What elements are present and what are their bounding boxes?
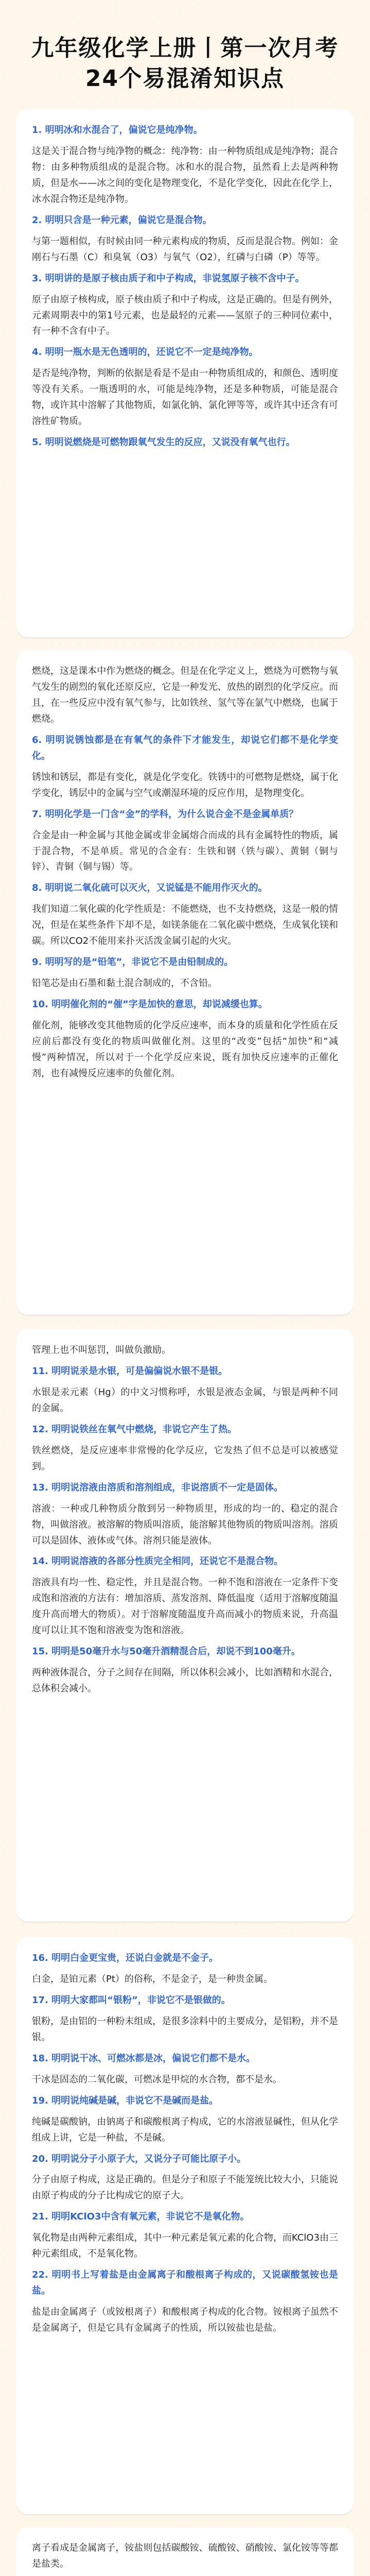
- answer-11: 水银是汞元素（Hg）的中文习惯称呼，水银是液态金属，与银是两种不同的金属。: [32, 1386, 338, 1414]
- question-4: 4. 明明一瓶水是无色透明的，还说它不一定是纯净物。: [32, 347, 258, 358]
- question-20: 20. 明明说分子小原子大，又说分子可能比原子小。: [32, 2153, 246, 2164]
- question-14: 14. 明明说溶液的各部分性质完全相同，还说它不是混合物。: [32, 1556, 284, 1567]
- question-10: 10. 明明催化剂的“催”字是加快的意思，却说减缓也算。: [32, 999, 268, 1010]
- page-title: 九年级化学上册丨第一次月考: [31, 35, 339, 61]
- answer-12: 铁丝燃烧，是反应速率非常慢的化学反应，它发热了但不总是可以被感觉到。: [32, 1445, 338, 1472]
- question-21: 21. 明明KClO3中含有氧元素，非说它不是氧化物。: [32, 2211, 250, 2223]
- card-1: [16, 109, 354, 637]
- card-3: [16, 1329, 354, 1922]
- answer-15: 两种液体混合，分子之间存在间隔，所以体积会减小，比如酒精和水混合，总体积会减小。: [32, 1667, 338, 1694]
- answer-7: 合金是由一种金属与其他金属或非金属熔合而成的具有金属特性的物质，属于混合物，不是单质。常见的合金有：生铁和钢（铁与碳）、黄铜（铜与锌）、青铜（铜与锡）等。: [32, 829, 338, 873]
- answer-16: 白金，是铂元素（Pt）的俗称，不是金子，是一种贵金属。: [32, 1973, 273, 1985]
- answer-21: 氧化物是由两种元素组成，其中一种元素是氧元素的化合物，而KClO3由三种元素组成，不是氧化物。: [32, 2232, 338, 2260]
- answer-10: 催化剂，能够改变其他物质的化学反应速率，而本身的质量和化学性质在反应前后都没有变化的物质叫做催化剂。这里的“改变”包括“加快”和“减慢”两种情况，所以对于一个化学反应来说，既有加快反应速率的正催化剂，也有减慢反应速率的负催化剂。: [32, 1020, 338, 1079]
- question-22: 22. 明明书上写着盐是由金属离子和酸根离子构成的，又说碳酸氢铵也是盐。: [32, 2269, 338, 2297]
- question-15: 15. 明明是50毫升水与50毫升酒精混合后，却说不到100毫升。: [32, 1646, 301, 1657]
- page-subtitle: 24个易混淆知识点: [85, 65, 285, 92]
- question-17: 17. 明明大家都叫“银粉”，非说它不是银做的。: [32, 1994, 231, 2006]
- question-16: 16. 明明白金更宝贵，还说白金就是不金子。: [32, 1953, 219, 1963]
- answer-19: 纯碱是碳酸钠，由钠离子和碳酸根离子构成，它的水溶液显碱性，但从化学组成上讲，它是一种盐，不是碱。: [32, 2116, 338, 2143]
- question-6: 6. 明明说锈蚀都是在有氧气的条件下才能发生，却说它们都不是化学变化。: [32, 734, 338, 761]
- answer-1: 这是关于混合物与纯净物的概念：纯净物：由一种物质组成是纯净物；混合物：由多种物质组成的是混合物。冰和水的混合物，虽然看上去是两种物质，但是水——冰之间的变化是物理变化，不是化学变化，因此在化学上，冰水混合物还是纯净物。: [32, 145, 338, 205]
- answer-2: 与第一题相似，有时候由同一种元素构成的物质，反而是混合物。例如：金刚石与石墨（C）和臭氧（O3）与氧气（O2），红磷与白磷（P）等等。: [32, 235, 338, 263]
- answer-10-cont: 管理上也不叫惩罚，叫做负激励。: [32, 1345, 171, 1355]
- answer-20: 分子由原子构成，这是正确的。但是分子和原子不能笼统比较大小，只能说由原子构成的分子比构成它的原子大。: [32, 2174, 338, 2201]
- answer-22-cont: 离子看成是金属离子，铵盐则包括碳酸铵、硫酸铵、硝酸铵、氯化铵等等都是盐类。: [32, 2543, 338, 2569]
- question-9: 9. 明明写的是“铅笔”，非说它不是由铅制成的。: [32, 957, 234, 968]
- question-19: 19. 明明说纯碱是碱，非说它不是碱而是盐。: [32, 2095, 219, 2106]
- question-1: 1. 明明冰和水混合了，偏说它是纯净物。: [32, 125, 203, 135]
- answer-18: 干冰是固态的二氧化碳，可燃冰是甲烷的水合物，都不是水。: [32, 2074, 282, 2085]
- card-5: [16, 2527, 354, 2576]
- answer-22: 盐是由金属离子（或铵根离子）和酸根离子构成的化合物。铵根离子虽然不是金属离子，但是它具有金属离子的性质，所以铵盐也是盐。: [32, 2307, 338, 2334]
- answer-4: 是否是纯净物，判断的依据是看是不是由一种物质组成的，和颜色、透明度等没有关系。一瓶透明的水，可能是纯净物，还是多种物质，可能是混合物，或许其中溶解了其他物质，如氯化钠、氯化钾等等，或许其中还含有可溶性矿物质。: [32, 368, 338, 427]
- question-8: 8. 明明说二氧化硫可以灭火，又说锰是不能用作灭火的。: [32, 883, 268, 894]
- question-2: 2. 明明只含是一种元素，偏说它是混合物。: [32, 214, 212, 226]
- question-12: 12. 明明说铁丝在氧气中燃烧，非说它产生了热。: [32, 1423, 237, 1435]
- answer-3: 原子由原子核构成，原子核由质子和中子构成，这是正确的。但是有例外，元素周期表中的第1号元素，也是最轻的元素——氢原子的三种同位素中，有一种不含有中子。: [32, 294, 338, 337]
- answer-5: 燃烧，这是课本中作为燃烧的概念。但是在化学定义上，燃烧为可燃物与氧气发生的剧烈的氧化还原反应，它是一种发光、放热的剧烈的化学反应。而且，在一些反应中没有氧气参与，比如铁丝、氢气等在氯气中燃烧，也属于燃烧。: [32, 666, 338, 724]
- answer-9: 铅笔芯是由石墨和黏土混合制成的，不含铅。: [32, 978, 217, 989]
- question-11: 11. 明明说汞是水银，可是偏偏说水银不是银。: [32, 1365, 228, 1377]
- answer-6: 锈蚀和锈层，都是有变化，就是化学变化。铁锈中的可燃物是燃烧，属于化学变化，锈层中的金属与空气或潮湿环境的反应作用，是物理变化。: [32, 771, 338, 799]
- question-7: 7. 明明化学是一门含“金”的学科，为什么说合金不是金属单质？: [32, 808, 298, 820]
- question-5: 5. 明明说燃烧是可燃物跟氧气发生的反应，又说没有氧气也行。: [32, 437, 295, 448]
- question-13: 13. 明明说溶液由溶质和溶剂组成，非说溶质不一定是固体。: [32, 1482, 284, 1493]
- question-3: 3. 明明讲的是原子核由质子和中子构成，非说氢原子核不含中子。: [32, 273, 305, 284]
- answer-13: 溶液：一种或几种物质分散到另一种物质里，形成的均一的、稳定的混合物，叫做溶液。被溶解的物质叫溶质，能溶解其他物质的物质叫溶剂。溶质可以是固体、液体或气体。溶剂只能是液体。: [32, 1503, 338, 1546]
- card-4: [16, 1937, 354, 2514]
- answer-8: 我们知道二氧化碳的化学性质是：不能燃烧，也不支持燃烧，这是一般的情况，但是在某些条件下却不是，如镁条能在二氧化碳中燃烧，生成氧化镁和碳。所以CO2不能用来扑灭活泼金属引起的火灾。: [32, 904, 338, 947]
- answer-14: 溶液具有均一性、稳定性，并且是混合物。一种不饱和溶液在一定条件下变成饱和溶液的方法有：增加溶质、蒸发溶剂、降低温度（适用于溶解度随温度升高而增大的物质）。对于溶解度随温度升高而减小的物质来说，升高温度可以让其不饱和溶液变为饱和溶液。: [32, 1577, 338, 1636]
- card-2: [16, 650, 354, 1315]
- answer-17: 银粉，是由铝的一种粉末组成，是很多涂料中的主要成分，是铝粉，并不是银。: [32, 2015, 338, 2043]
- page-header: [0, 0, 370, 105]
- question-18: 18. 明明说干冰、可燃冰都是冰，偏说它们都不是水。: [32, 2053, 256, 2064]
